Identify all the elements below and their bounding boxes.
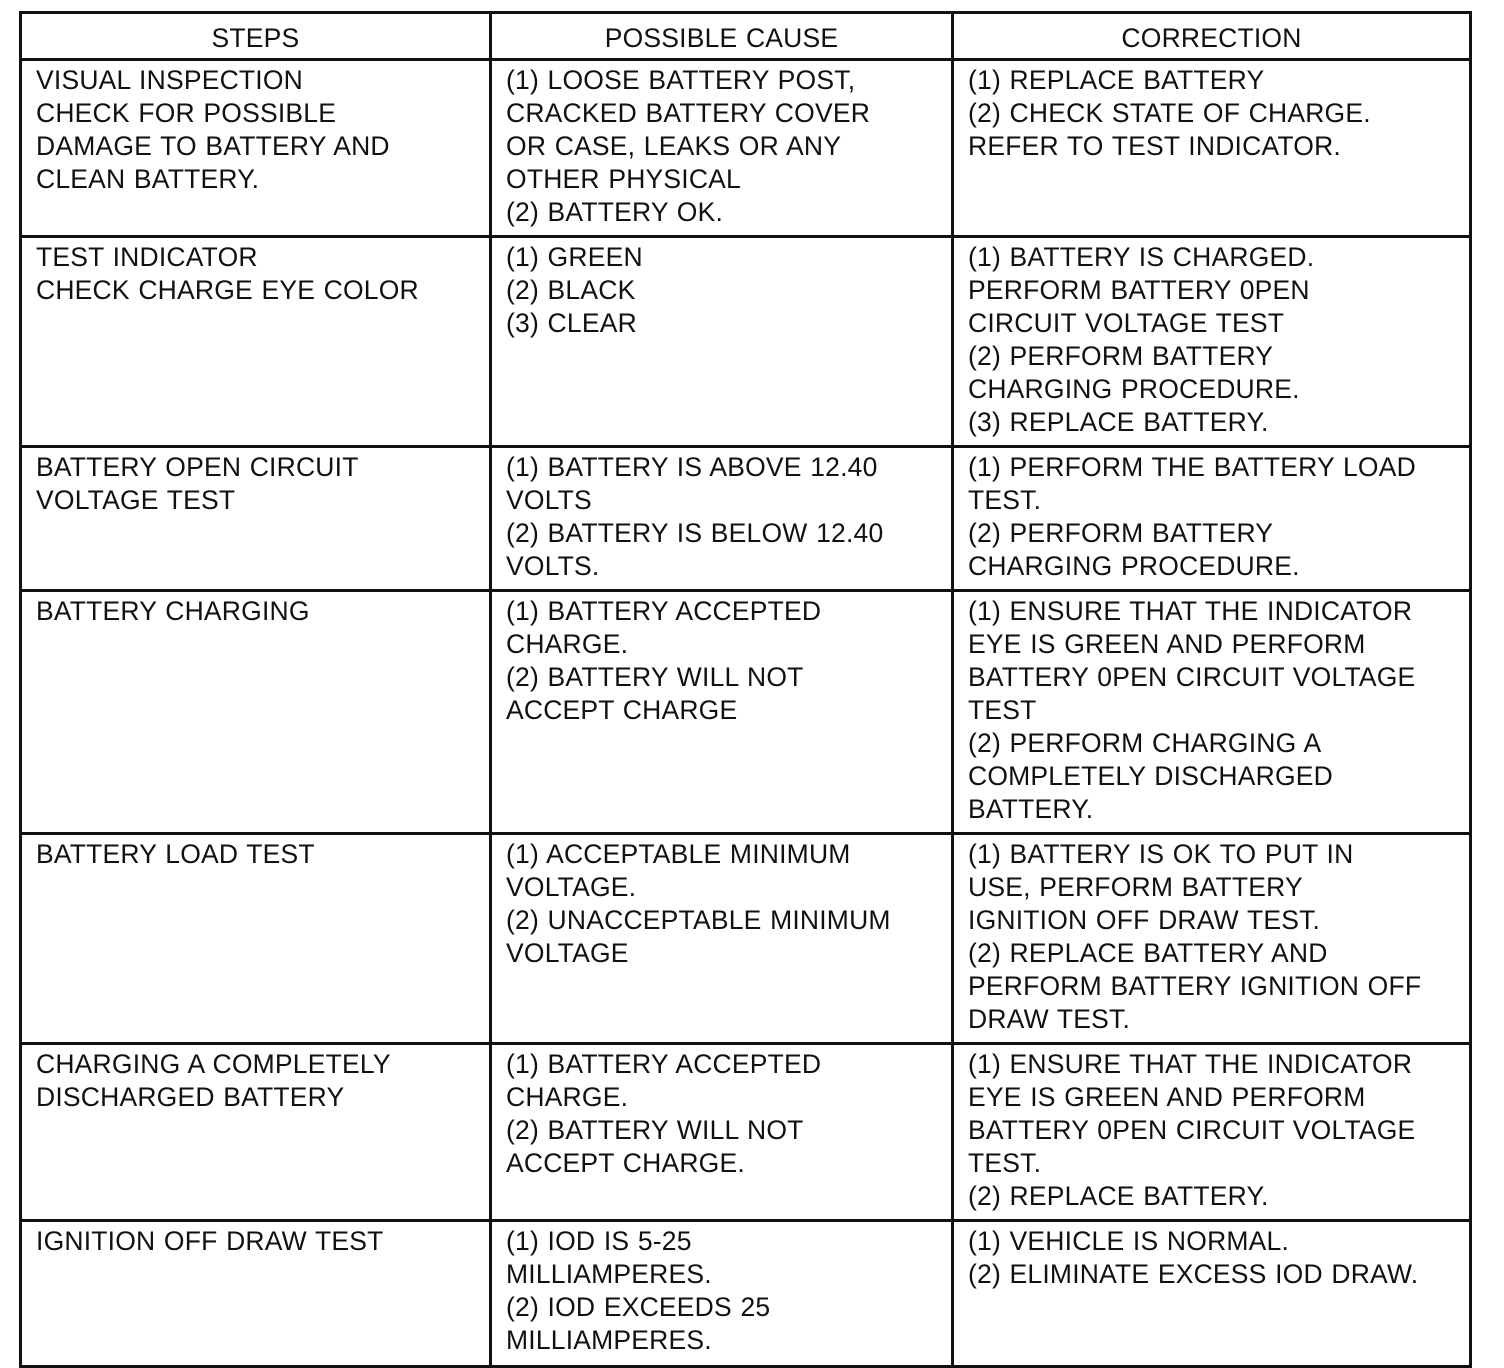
table-row — [21, 237, 1471, 447]
cause-line: (2) BLACK — [506, 275, 636, 305]
correction-line: (2) CHECK STATE OF CHARGE. — [968, 98, 1371, 128]
cause-line: (3) CLEAR — [506, 308, 637, 338]
cause-line: (2) BATTERY IS BELOW 12.40 — [506, 518, 884, 548]
cause-line: (1) IOD IS 5-25 — [506, 1226, 692, 1256]
cause-cell — [491, 447, 953, 591]
correction-line: (1) REPLACE BATTERY — [968, 65, 1265, 95]
correction-line: DRAW TEST. — [968, 1004, 1131, 1034]
step-line: CHARGING A COMPLETELY — [36, 1049, 391, 1079]
correction-line: (2) ELIMINATE EXCESS IOD DRAW. — [968, 1259, 1419, 1289]
step-cell — [21, 1044, 491, 1221]
step-cell — [21, 834, 491, 1044]
cause-cell — [491, 1044, 953, 1221]
step-line: BATTERY LOAD TEST — [36, 839, 315, 869]
cause-line: CRACKED BATTERY COVER — [506, 98, 871, 128]
cause-line: VOLTS — [506, 485, 592, 515]
cause-line: (1) BATTERY ACCEPTED — [506, 1049, 822, 1079]
cause-line: (2) BATTERY OK. — [506, 197, 724, 227]
cause-line: VOLTAGE. — [506, 872, 637, 902]
correction-line: EYE IS GREEN AND PERFORM — [968, 1082, 1366, 1112]
header-row — [21, 13, 1471, 60]
correction-cell — [953, 60, 1471, 237]
correction-line: CHARGING PROCEDURE. — [968, 551, 1300, 581]
correction-line: USE, PERFORM BATTERY — [968, 872, 1303, 902]
step-line: IGNITION OFF DRAW TEST — [36, 1226, 384, 1256]
correction-line: CHARGING PROCEDURE. — [968, 374, 1300, 404]
step-line: CHECK FOR POSSIBLE — [36, 98, 337, 128]
correction-line: (2) PERFORM BATTERY — [968, 518, 1274, 548]
step-line: BATTERY CHARGING — [36, 596, 310, 626]
correction-line: BATTERY 0PEN CIRCUIT VOLTAGE — [968, 662, 1416, 692]
step-line: BATTERY OPEN CIRCUIT — [36, 452, 359, 482]
step-cell — [21, 60, 491, 237]
cause-line: OR CASE, LEAKS OR ANY — [506, 131, 842, 161]
correction-cell — [953, 591, 1471, 834]
cause-line: (1) GREEN — [506, 242, 643, 272]
cause-line: (2) UNACCEPTABLE MINIMUM — [506, 905, 891, 935]
step-cell — [21, 591, 491, 834]
step-cell — [21, 237, 491, 447]
correction-line: (1) ENSURE THAT THE INDICATOR — [968, 596, 1413, 626]
step-line: VISUAL INSPECTION — [36, 65, 304, 95]
step-line: CLEAN BATTERY. — [36, 164, 260, 194]
correction-line: TEST — [968, 695, 1037, 725]
cause-line: CHARGE. — [506, 1082, 629, 1112]
step-line: DAMAGE TO BATTERY AND — [36, 131, 390, 161]
cause-line: (1) BATTERY ACCEPTED — [506, 596, 822, 626]
correction-line: TEST. — [968, 485, 1042, 515]
cause-line: VOLTAGE — [506, 938, 629, 968]
step-line: CHECK CHARGE EYE COLOR — [36, 275, 419, 305]
cause-line: (2) BATTERY WILL NOT — [506, 1115, 804, 1145]
step-cell — [21, 1221, 491, 1367]
cause-line: (1) ACCEPTABLE MINIMUM — [506, 839, 851, 869]
correction-line: COMPLETELY DISCHARGED — [968, 761, 1333, 791]
cause-line: (1) LOOSE BATTERY POST, — [506, 65, 856, 95]
cause-line: (2) IOD EXCEEDS 25 — [506, 1292, 771, 1322]
correction-line: PERFORM BATTERY IGNITION OFF — [968, 971, 1422, 1001]
correction-line: (3) REPLACE BATTERY. — [968, 407, 1269, 437]
cause-line: (2) BATTERY WILL NOT — [506, 662, 804, 692]
cause-line: (1) BATTERY IS ABOVE 12.40 — [506, 452, 878, 482]
table-row — [21, 591, 1471, 834]
cause-cell — [491, 60, 953, 237]
correction-cell — [953, 834, 1471, 1044]
header-possible-cause: POSSIBLE CAUSE — [491, 13, 953, 60]
correction-line: EYE IS GREEN AND PERFORM — [968, 629, 1366, 659]
correction-line: CIRCUIT VOLTAGE TEST — [968, 308, 1285, 338]
correction-line: (1) ENSURE THAT THE INDICATOR — [968, 1049, 1413, 1079]
correction-line: (2) REPLACE BATTERY. — [968, 1181, 1269, 1211]
correction-line: (2) PERFORM BATTERY — [968, 341, 1274, 371]
cause-line: OTHER PHYSICAL — [506, 164, 741, 194]
cause-line: MILLIAMPERES. — [506, 1325, 712, 1355]
correction-cell — [953, 1044, 1471, 1221]
cause-cell — [491, 1221, 953, 1367]
cause-line: VOLTS. — [506, 551, 600, 581]
step-line: VOLTAGE TEST — [36, 485, 236, 515]
table-row — [21, 60, 1471, 237]
correction-line: (2) PERFORM CHARGING A — [968, 728, 1322, 758]
correction-line: REFER TO TEST INDICATOR. — [968, 131, 1341, 161]
cause-line: ACCEPT CHARGE — [506, 695, 738, 725]
diagnosis-table — [19, 11, 1472, 1368]
correction-cell — [953, 237, 1471, 447]
cause-line: CHARGE. — [506, 629, 629, 659]
correction-line: BATTERY. — [968, 794, 1094, 824]
correction-line: (2) REPLACE BATTERY AND — [968, 938, 1328, 968]
header-correction: CORRECTION — [953, 13, 1471, 60]
correction-line: BATTERY 0PEN CIRCUIT VOLTAGE — [968, 1115, 1416, 1145]
correction-line: (1) VEHICLE IS NORMAL. — [968, 1226, 1290, 1256]
correction-line: TEST. — [968, 1148, 1042, 1178]
cause-cell — [491, 591, 953, 834]
table-row — [21, 1221, 1471, 1367]
correction-line: (1) PERFORM THE BATTERY LOAD — [968, 452, 1416, 482]
cause-cell — [491, 834, 953, 1044]
header-steps: STEPS — [21, 13, 491, 60]
step-line: TEST INDICATOR — [36, 242, 258, 272]
correction-cell — [953, 447, 1471, 591]
correction-line: (1) BATTERY IS CHARGED. — [968, 242, 1315, 272]
correction-line: IGNITION OFF DRAW TEST. — [968, 905, 1321, 935]
correction-line: PERFORM BATTERY 0PEN — [968, 275, 1310, 305]
cause-line: MILLIAMPERES. — [506, 1259, 712, 1289]
cause-cell — [491, 237, 953, 447]
cause-line: ACCEPT CHARGE. — [506, 1148, 745, 1178]
correction-cell — [953, 1221, 1471, 1367]
correction-line: (1) BATTERY IS OK TO PUT IN — [968, 839, 1354, 869]
table-row — [21, 1044, 1471, 1221]
table-row — [21, 447, 1471, 591]
table-body — [21, 60, 1471, 1367]
table-row — [21, 834, 1471, 1044]
step-line: DISCHARGED BATTERY — [36, 1082, 345, 1112]
table-header — [21, 13, 1471, 60]
step-cell — [21, 447, 491, 591]
